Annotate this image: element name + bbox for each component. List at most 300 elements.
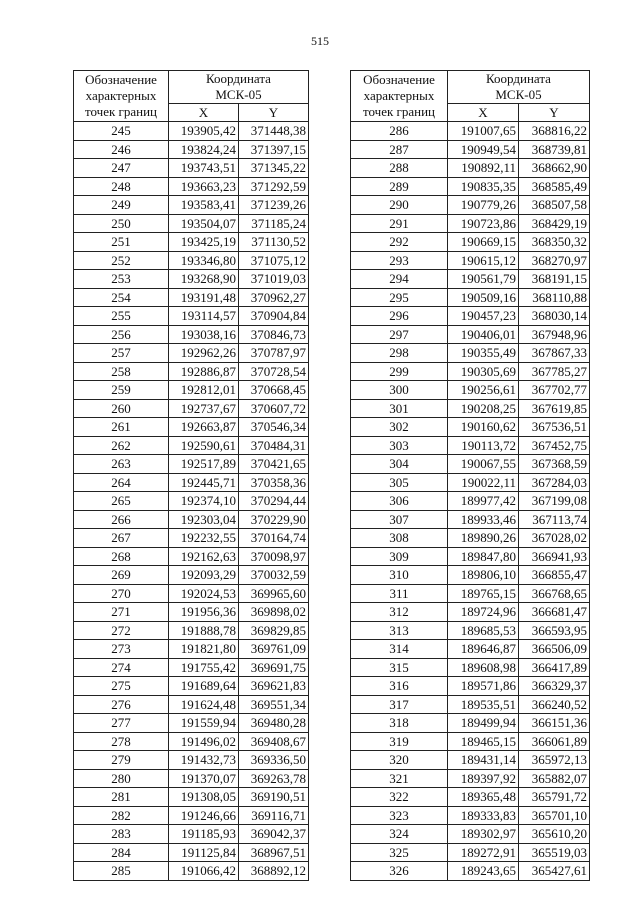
y-coordinate-cell: 365882,07 xyxy=(519,769,590,788)
x-coordinate-cell: 189646,87 xyxy=(448,640,519,659)
point-id-cell: 256 xyxy=(74,325,169,344)
point-id-cell: 305 xyxy=(351,473,448,492)
y-coordinate-cell: 368892,12 xyxy=(239,862,309,881)
table-row xyxy=(351,714,590,733)
table-row xyxy=(74,233,309,252)
point-id-cell: 310 xyxy=(351,566,448,585)
table-row xyxy=(351,159,590,178)
point-id-cell: 264 xyxy=(74,473,169,492)
y-coordinate-cell: 368191,15 xyxy=(519,270,590,289)
point-id-cell: 274 xyxy=(74,658,169,677)
x-coordinate-cell: 189302,97 xyxy=(448,825,519,844)
y-coordinate-cell: 369042,37 xyxy=(239,825,309,844)
table-row xyxy=(351,492,590,511)
point-id-cell: 257 xyxy=(74,344,169,363)
y-coordinate-cell: 368967,51 xyxy=(239,843,309,862)
y-coordinate-cell: 368030,14 xyxy=(519,307,590,326)
y-coordinate-cell: 370098,97 xyxy=(239,547,309,566)
y-coordinate-cell: 366768,65 xyxy=(519,584,590,603)
x-coordinate-cell: 192590,61 xyxy=(169,436,239,455)
table-row xyxy=(351,455,590,474)
table-row xyxy=(74,788,309,807)
y-coordinate-cell: 367785,27 xyxy=(519,362,590,381)
point-id-cell: 255 xyxy=(74,307,169,326)
point-id-cell: 304 xyxy=(351,455,448,474)
x-coordinate-cell: 192517,89 xyxy=(169,455,239,474)
y-column-header: Y xyxy=(239,103,309,122)
y-coordinate-cell: 370484,31 xyxy=(239,436,309,455)
y-coordinate-cell: 369408,67 xyxy=(239,732,309,751)
x-coordinate-cell: 193905,42 xyxy=(169,122,239,141)
table-row xyxy=(351,510,590,529)
table-row xyxy=(74,344,309,363)
point-id-cell: 293 xyxy=(351,251,448,270)
coordinate-header: Координата МСК-05 xyxy=(448,71,590,104)
y-coordinate-cell: 371075,12 xyxy=(239,251,309,270)
x-coordinate-cell: 193114,57 xyxy=(169,307,239,326)
point-id-cell: 323 xyxy=(351,806,448,825)
x-coordinate-cell: 191956,36 xyxy=(169,603,239,622)
x-coordinate-cell: 193268,90 xyxy=(169,270,239,289)
table-row xyxy=(351,325,590,344)
point-id-cell: 248 xyxy=(74,177,169,196)
x-coordinate-cell: 189933,46 xyxy=(448,510,519,529)
point-id-cell: 261 xyxy=(74,418,169,437)
table-row xyxy=(351,788,590,807)
point-id-cell: 300 xyxy=(351,381,448,400)
x-coordinate-cell: 190779,26 xyxy=(448,196,519,215)
x-coordinate-cell: 191246,66 xyxy=(169,806,239,825)
table-row xyxy=(351,288,590,307)
point-id-cell: 308 xyxy=(351,529,448,548)
point-id-cell: 318 xyxy=(351,714,448,733)
table-row xyxy=(351,529,590,548)
point-id-cell: 270 xyxy=(74,584,169,603)
table-row xyxy=(351,769,590,788)
y-coordinate-cell: 368110,88 xyxy=(519,288,590,307)
y-coordinate-cell: 371397,15 xyxy=(239,140,309,159)
x-coordinate-cell: 189724,96 xyxy=(448,603,519,622)
x-coordinate-cell: 193824,24 xyxy=(169,140,239,159)
x-coordinate-cell: 192962,26 xyxy=(169,344,239,363)
table-row xyxy=(351,658,590,677)
y-coordinate-cell: 365972,13 xyxy=(519,751,590,770)
point-id-cell: 303 xyxy=(351,436,448,455)
point-id-cell: 246 xyxy=(74,140,169,159)
y-coordinate-cell: 371292,59 xyxy=(239,177,309,196)
point-id-cell: 288 xyxy=(351,159,448,178)
x-coordinate-cell: 193346,80 xyxy=(169,251,239,270)
table-row xyxy=(74,566,309,585)
x-coordinate-cell: 192737,67 xyxy=(169,399,239,418)
table-row xyxy=(351,381,590,400)
table-row xyxy=(74,270,309,289)
y-coordinate-cell: 370358,36 xyxy=(239,473,309,492)
y-coordinate-cell: 369551,34 xyxy=(239,695,309,714)
point-id-cell: 254 xyxy=(74,288,169,307)
table-row xyxy=(351,677,590,696)
point-id-cell: 272 xyxy=(74,621,169,640)
table-row xyxy=(351,862,590,881)
table-row xyxy=(74,825,309,844)
table-row xyxy=(74,640,309,659)
x-coordinate-cell: 189397,92 xyxy=(448,769,519,788)
y-coordinate-cell: 366593,95 xyxy=(519,621,590,640)
point-id-cell: 321 xyxy=(351,769,448,788)
x-coordinate-cell: 190355,49 xyxy=(448,344,519,363)
point-id-cell: 286 xyxy=(351,122,448,141)
point-id-cell: 309 xyxy=(351,547,448,566)
table-row xyxy=(351,640,590,659)
x-coordinate-cell: 192886,87 xyxy=(169,362,239,381)
point-id-cell: 249 xyxy=(74,196,169,215)
table-row xyxy=(351,214,590,233)
x-coordinate-cell: 192093,29 xyxy=(169,566,239,585)
table-row xyxy=(351,399,590,418)
table-row xyxy=(74,510,309,529)
y-coordinate-cell: 367536,51 xyxy=(519,418,590,437)
y-coordinate-cell: 368585,49 xyxy=(519,177,590,196)
y-coordinate-cell: 368507,58 xyxy=(519,196,590,215)
point-id-cell: 325 xyxy=(351,843,448,862)
y-coordinate-cell: 371019,03 xyxy=(239,270,309,289)
x-coordinate-cell: 192374,10 xyxy=(169,492,239,511)
x-coordinate-cell: 189806,10 xyxy=(448,566,519,585)
x-coordinate-cell: 191185,93 xyxy=(169,825,239,844)
point-id-cell: 281 xyxy=(74,788,169,807)
point-id-cell: 280 xyxy=(74,769,169,788)
y-coordinate-cell: 369691,75 xyxy=(239,658,309,677)
y-coordinate-cell: 367284,03 xyxy=(519,473,590,492)
y-coordinate-cell: 371345,22 xyxy=(239,159,309,178)
x-coordinate-cell: 190669,15 xyxy=(448,233,519,252)
x-coordinate-cell: 192024,53 xyxy=(169,584,239,603)
y-coordinate-cell: 369480,28 xyxy=(239,714,309,733)
x-coordinate-cell: 192303,04 xyxy=(169,510,239,529)
table-row xyxy=(351,695,590,714)
table-row xyxy=(74,251,309,270)
x-coordinate-cell: 190208,25 xyxy=(448,399,519,418)
y-coordinate-cell: 369116,71 xyxy=(239,806,309,825)
page-number: 515 xyxy=(311,34,329,48)
point-id-cell: 271 xyxy=(74,603,169,622)
y-coordinate-cell: 370229,90 xyxy=(239,510,309,529)
y-coordinate-cell: 366240,52 xyxy=(519,695,590,714)
x-coordinate-cell: 191624,48 xyxy=(169,695,239,714)
point-id-cell: 320 xyxy=(351,751,448,770)
table-row xyxy=(351,362,590,381)
point-id-cell: 312 xyxy=(351,603,448,622)
y-coordinate-cell: 371448,38 xyxy=(239,122,309,141)
x-coordinate-cell: 189272,91 xyxy=(448,843,519,862)
x-coordinate-cell: 191066,42 xyxy=(169,862,239,881)
table-row xyxy=(351,196,590,215)
x-coordinate-cell: 193425,19 xyxy=(169,233,239,252)
table-row xyxy=(74,658,309,677)
table-row xyxy=(351,547,590,566)
y-coordinate-cell: 367619,85 xyxy=(519,399,590,418)
table-row xyxy=(351,251,590,270)
table-row xyxy=(351,122,590,141)
x-coordinate-cell: 191821,80 xyxy=(169,640,239,659)
y-coordinate-cell: 370607,72 xyxy=(239,399,309,418)
x-coordinate-cell: 189365,48 xyxy=(448,788,519,807)
y-coordinate-cell: 371130,52 xyxy=(239,233,309,252)
table-row xyxy=(351,825,590,844)
table-row xyxy=(351,843,590,862)
coordinates-table-left xyxy=(73,70,309,881)
y-coordinate-cell: 370294,44 xyxy=(239,492,309,511)
x-coordinate-cell: 191755,42 xyxy=(169,658,239,677)
point-id-cell: 316 xyxy=(351,677,448,696)
table-row xyxy=(351,732,590,751)
table-row xyxy=(351,140,590,159)
point-id-cell: 275 xyxy=(74,677,169,696)
y-coordinate-cell: 370546,34 xyxy=(239,418,309,437)
point-id-cell: 319 xyxy=(351,732,448,751)
table-row xyxy=(74,584,309,603)
point-id-cell: 297 xyxy=(351,325,448,344)
table-row xyxy=(351,177,590,196)
y-coordinate-cell: 367368,59 xyxy=(519,455,590,474)
x-coordinate-cell: 189765,15 xyxy=(448,584,519,603)
point-id-cell: 314 xyxy=(351,640,448,659)
y-coordinate-cell: 371239,26 xyxy=(239,196,309,215)
y-coordinate-cell: 370032,59 xyxy=(239,566,309,585)
x-coordinate-cell: 191308,05 xyxy=(169,788,239,807)
table-row xyxy=(74,214,309,233)
table-row xyxy=(74,381,309,400)
point-id-cell: 317 xyxy=(351,695,448,714)
table-row xyxy=(74,418,309,437)
y-coordinate-cell: 366417,89 xyxy=(519,658,590,677)
point-id-cell: 295 xyxy=(351,288,448,307)
x-coordinate-cell: 190305,69 xyxy=(448,362,519,381)
point-id-cell: 245 xyxy=(74,122,169,141)
x-coordinate-cell: 190256,61 xyxy=(448,381,519,400)
point-id-cell: 311 xyxy=(351,584,448,603)
point-id-cell: 276 xyxy=(74,695,169,714)
y-coordinate-cell: 366151,36 xyxy=(519,714,590,733)
y-coordinate-cell: 369336,50 xyxy=(239,751,309,770)
table-row xyxy=(74,196,309,215)
point-id-cell: 284 xyxy=(74,843,169,862)
x-coordinate-cell: 190067,55 xyxy=(448,455,519,474)
table-row xyxy=(74,455,309,474)
table-row xyxy=(74,307,309,326)
x-coordinate-cell: 190406,01 xyxy=(448,325,519,344)
table-row xyxy=(351,307,590,326)
point-id-cell: 266 xyxy=(74,510,169,529)
y-coordinate-cell: 370904,84 xyxy=(239,307,309,326)
table-row xyxy=(74,122,309,141)
table-row xyxy=(74,529,309,548)
point-id-cell: 313 xyxy=(351,621,448,640)
table-row xyxy=(74,695,309,714)
table-row xyxy=(74,436,309,455)
y-coordinate-cell: 369190,51 xyxy=(239,788,309,807)
table-row xyxy=(74,547,309,566)
point-id-cell: 306 xyxy=(351,492,448,511)
table-row xyxy=(351,436,590,455)
x-coordinate-cell: 190457,23 xyxy=(448,307,519,326)
table-row xyxy=(74,362,309,381)
point-id-cell: 252 xyxy=(74,251,169,270)
point-id-cell: 247 xyxy=(74,159,169,178)
x-coordinate-cell: 191370,07 xyxy=(169,769,239,788)
table-row xyxy=(74,751,309,770)
x-coordinate-cell: 191689,64 xyxy=(169,677,239,696)
table-row xyxy=(74,843,309,862)
point-id-cell: 290 xyxy=(351,196,448,215)
x-coordinate-cell: 189890,26 xyxy=(448,529,519,548)
point-id-cell: 324 xyxy=(351,825,448,844)
x-coordinate-cell: 190615,12 xyxy=(448,251,519,270)
y-coordinate-cell: 370846,73 xyxy=(239,325,309,344)
designation-header: Обозначение характерных точек границ xyxy=(74,71,169,122)
table-row xyxy=(74,473,309,492)
point-id-cell: 282 xyxy=(74,806,169,825)
y-coordinate-cell: 367702,77 xyxy=(519,381,590,400)
x-coordinate-cell: 190835,35 xyxy=(448,177,519,196)
table-row xyxy=(351,603,590,622)
table-row xyxy=(351,270,590,289)
table-row xyxy=(74,492,309,511)
y-coordinate-cell: 366329,37 xyxy=(519,677,590,696)
point-id-cell: 277 xyxy=(74,714,169,733)
table-row xyxy=(351,418,590,437)
table-row xyxy=(74,399,309,418)
x-coordinate-cell: 192445,71 xyxy=(169,473,239,492)
y-coordinate-cell: 365519,03 xyxy=(519,843,590,862)
y-coordinate-cell: 366506,09 xyxy=(519,640,590,659)
y-coordinate-cell: 367867,33 xyxy=(519,344,590,363)
x-coordinate-cell: 189685,53 xyxy=(448,621,519,640)
point-id-cell: 301 xyxy=(351,399,448,418)
x-coordinate-cell: 191432,73 xyxy=(169,751,239,770)
y-coordinate-cell: 370787,97 xyxy=(239,344,309,363)
x-coordinate-cell: 189465,15 xyxy=(448,732,519,751)
y-coordinate-cell: 370164,74 xyxy=(239,529,309,548)
point-id-cell: 283 xyxy=(74,825,169,844)
point-id-cell: 326 xyxy=(351,862,448,881)
point-id-cell: 278 xyxy=(74,732,169,751)
point-id-cell: 322 xyxy=(351,788,448,807)
point-id-cell: 265 xyxy=(74,492,169,511)
table-row xyxy=(74,621,309,640)
table-row xyxy=(74,159,309,178)
y-coordinate-cell: 370421,65 xyxy=(239,455,309,474)
x-coordinate-cell: 190949,54 xyxy=(448,140,519,159)
x-coordinate-cell: 190892,11 xyxy=(448,159,519,178)
x-coordinate-cell: 193663,23 xyxy=(169,177,239,196)
y-coordinate-cell: 367028,02 xyxy=(519,529,590,548)
point-id-cell: 307 xyxy=(351,510,448,529)
table-row xyxy=(351,344,590,363)
x-coordinate-cell: 193038,16 xyxy=(169,325,239,344)
table-row xyxy=(74,677,309,696)
x-coordinate-cell: 189431,14 xyxy=(448,751,519,770)
y-coordinate-cell: 365701,10 xyxy=(519,806,590,825)
x-coordinate-cell: 189333,83 xyxy=(448,806,519,825)
point-id-cell: 302 xyxy=(351,418,448,437)
table-row xyxy=(74,177,309,196)
x-coordinate-cell: 192663,87 xyxy=(169,418,239,437)
x-column-header: X xyxy=(448,103,519,122)
x-coordinate-cell: 190723,86 xyxy=(448,214,519,233)
x-coordinate-cell: 193191,48 xyxy=(169,288,239,307)
y-coordinate-cell: 368429,19 xyxy=(519,214,590,233)
point-id-cell: 253 xyxy=(74,270,169,289)
table-row xyxy=(74,325,309,344)
table-row xyxy=(74,603,309,622)
y-coordinate-cell: 371185,24 xyxy=(239,214,309,233)
x-coordinate-cell: 189499,94 xyxy=(448,714,519,733)
point-id-cell: 287 xyxy=(351,140,448,159)
coordinates-table-right xyxy=(350,70,590,881)
x-coordinate-cell: 189977,42 xyxy=(448,492,519,511)
table-row xyxy=(74,862,309,881)
point-id-cell: 262 xyxy=(74,436,169,455)
x-column-header: X xyxy=(169,103,239,122)
point-id-cell: 292 xyxy=(351,233,448,252)
y-coordinate-cell: 370668,45 xyxy=(239,381,309,400)
table-row xyxy=(351,806,590,825)
x-coordinate-cell: 192162,63 xyxy=(169,547,239,566)
y-coordinate-cell: 369965,60 xyxy=(239,584,309,603)
table-row xyxy=(351,584,590,603)
y-coordinate-cell: 370962,27 xyxy=(239,288,309,307)
table-row xyxy=(74,714,309,733)
x-coordinate-cell: 191007,65 xyxy=(448,122,519,141)
x-coordinate-cell: 191496,02 xyxy=(169,732,239,751)
point-id-cell: 251 xyxy=(74,233,169,252)
y-coordinate-cell: 368270,97 xyxy=(519,251,590,270)
x-coordinate-cell: 189243,65 xyxy=(448,862,519,881)
y-coordinate-cell: 368350,32 xyxy=(519,233,590,252)
x-coordinate-cell: 191559,94 xyxy=(169,714,239,733)
point-id-cell: 268 xyxy=(74,547,169,566)
coordinate-header: Координата МСК-05 xyxy=(169,71,309,104)
table-row xyxy=(351,621,590,640)
y-coordinate-cell: 369761,09 xyxy=(239,640,309,659)
y-coordinate-cell: 369263,78 xyxy=(239,769,309,788)
point-id-cell: 263 xyxy=(74,455,169,474)
x-coordinate-cell: 193504,07 xyxy=(169,214,239,233)
table-row xyxy=(351,566,590,585)
x-coordinate-cell: 190160,62 xyxy=(448,418,519,437)
y-coordinate-cell: 366855,47 xyxy=(519,566,590,585)
y-coordinate-cell: 368662,90 xyxy=(519,159,590,178)
point-id-cell: 294 xyxy=(351,270,448,289)
table-row xyxy=(74,288,309,307)
y-coordinate-cell: 368816,22 xyxy=(519,122,590,141)
x-coordinate-cell: 193743,51 xyxy=(169,159,239,178)
y-coordinate-cell: 365791,72 xyxy=(519,788,590,807)
y-column-header: Y xyxy=(519,103,590,122)
y-coordinate-cell: 366941,93 xyxy=(519,547,590,566)
y-coordinate-cell: 369621,83 xyxy=(239,677,309,696)
y-coordinate-cell: 369898,02 xyxy=(239,603,309,622)
y-coordinate-cell: 367452,75 xyxy=(519,436,590,455)
point-id-cell: 298 xyxy=(351,344,448,363)
x-coordinate-cell: 191125,84 xyxy=(169,843,239,862)
x-coordinate-cell: 189608,98 xyxy=(448,658,519,677)
x-coordinate-cell: 193583,41 xyxy=(169,196,239,215)
point-id-cell: 260 xyxy=(74,399,169,418)
x-coordinate-cell: 192812,01 xyxy=(169,381,239,400)
point-id-cell: 285 xyxy=(74,862,169,881)
